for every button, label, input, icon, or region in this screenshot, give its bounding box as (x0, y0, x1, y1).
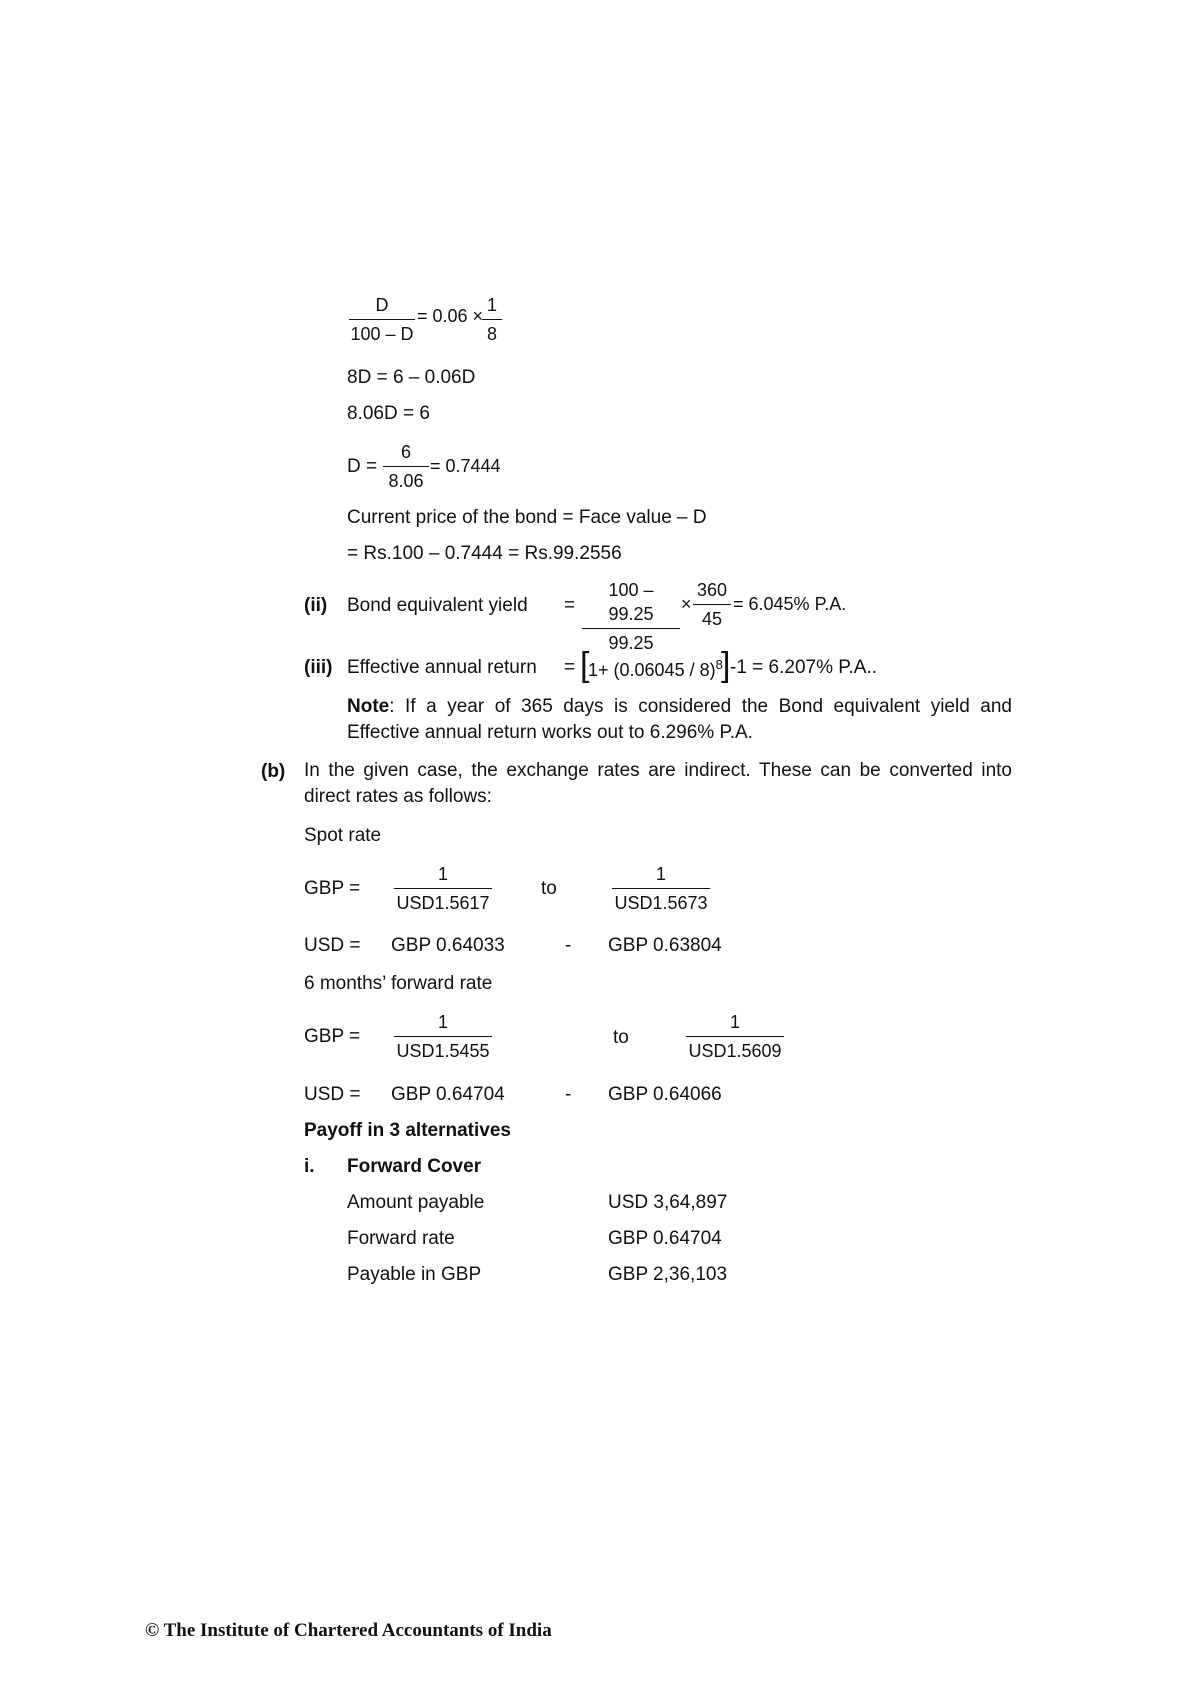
equals-sign: = (564, 657, 576, 678)
equation-middle: = 0.06 × (417, 306, 484, 326)
spot-usd-value-2: GBP 0.63804 (608, 935, 722, 956)
forward-rate-heading: 6 months’ forward rate (304, 973, 493, 994)
row-value: GBP 2,36,103 (608, 1264, 728, 1285)
note-label: Note (347, 696, 390, 717)
item-label-iii: (iii) (304, 657, 333, 678)
spot-usd-dash: - (565, 935, 572, 956)
forward-usd-value-1: GBP 0.64704 (391, 1084, 505, 1105)
numerator: 1 (612, 862, 710, 889)
denominator: USD1.5609 (688, 1041, 782, 1061)
note-paragraph (347, 694, 1012, 746)
d-equals-label: D = (347, 456, 378, 477)
forward-usd-dash: - (565, 1084, 572, 1105)
note-text: : If a year of 365 days is considered the Bond equivalent yield and Effective annual return works out to 6.296% P.A. (347, 696, 1012, 743)
row-value: GBP 0.64704 (608, 1228, 722, 1249)
effective-annual-return-label: Effective annual return (347, 657, 537, 678)
page-footer: © The Institute of Chartered Accountants of India (145, 1620, 552, 1641)
alt-i-label: i. (304, 1156, 315, 1177)
numerator: 6 (383, 440, 429, 467)
denominator: 100 – D (350, 324, 414, 344)
expression-base: 1+ (0.06045 / 8) (588, 660, 716, 680)
fraction-360-over-45 (693, 578, 731, 631)
spot-usd-label: USD = (304, 935, 361, 956)
denominator: 45 (701, 609, 723, 629)
price-value-text: = Rs.100 – 0.7444 = Rs.99.2556 (347, 543, 622, 564)
spot-rate-heading: Spot rate (304, 825, 382, 846)
denominator: 99.25 (608, 633, 654, 653)
alt-i-title: Forward Cover (347, 1156, 482, 1177)
fraction-price-diff (582, 578, 680, 655)
spot-usd-value-1: GBP 0.64033 (391, 935, 505, 956)
row-label: Forward rate (347, 1228, 455, 1249)
open-bracket: [ (580, 646, 590, 684)
payoff-heading: Payoff in 3 alternatives (304, 1120, 511, 1141)
numerator: 1 (394, 862, 492, 889)
item-label-ii: (ii) (304, 595, 328, 616)
forward-fraction-2 (686, 1010, 784, 1063)
expression-exponent: 8 (715, 657, 723, 672)
row-value: USD 3,64,897 (608, 1192, 728, 1213)
effective-return-expression (588, 657, 723, 681)
numerator: 1 (482, 293, 502, 320)
spot-fraction-1 (394, 862, 492, 915)
numerator: 1 (686, 1010, 784, 1037)
bond-yield-result: = 6.045% P.A. (733, 594, 847, 614)
equation-8d: 8D = 6 – 0.06D (347, 367, 476, 388)
denominator: 8.06 (388, 471, 424, 491)
equation-806d: 8.06D = 6 (347, 403, 430, 424)
forward-fraction-1 (394, 1010, 492, 1063)
fraction-d-over-100-minus-d (349, 293, 415, 346)
numerator: 360 (693, 578, 731, 605)
spot-to-word: to (541, 878, 557, 899)
forward-gbp-label: GBP = (304, 1026, 361, 1047)
forward-to-word: to (613, 1027, 629, 1048)
times-sign: × (681, 594, 692, 614)
denominator: USD1.5673 (614, 893, 708, 913)
row-label: Amount payable (347, 1192, 485, 1213)
fraction-6-over-806 (383, 440, 429, 493)
denominator: USD1.5455 (396, 1041, 490, 1061)
spot-fraction-2 (612, 862, 710, 915)
close-bracket: ] (721, 646, 731, 684)
equals-sign: = (564, 595, 576, 616)
current-price-text: Current price of the bond = Face value – D (347, 507, 707, 528)
denominator: 8 (486, 324, 497, 344)
effective-return-result: -1 = 6.207% P.A.. (730, 657, 877, 678)
numerator: 100 – 99.25 (582, 578, 680, 629)
numerator: D (349, 293, 415, 320)
forward-usd-value-2: GBP 0.64066 (608, 1084, 722, 1105)
d-result: = 0.7444 (430, 456, 501, 476)
bond-equivalent-yield-label: Bond equivalent yield (347, 595, 528, 616)
denominator: USD1.5617 (396, 893, 490, 913)
fraction-one-eighth (482, 293, 502, 346)
item-label-b: (b) (261, 761, 286, 782)
part-b-paragraph: In the given case, the exchange rates are indirect. These can be converted into direct rates as follows: (304, 760, 1012, 807)
forward-usd-label: USD = (304, 1084, 361, 1105)
spot-gbp-label: GBP = (304, 878, 361, 899)
numerator: 1 (394, 1010, 492, 1037)
row-label: Payable in GBP (347, 1264, 482, 1285)
